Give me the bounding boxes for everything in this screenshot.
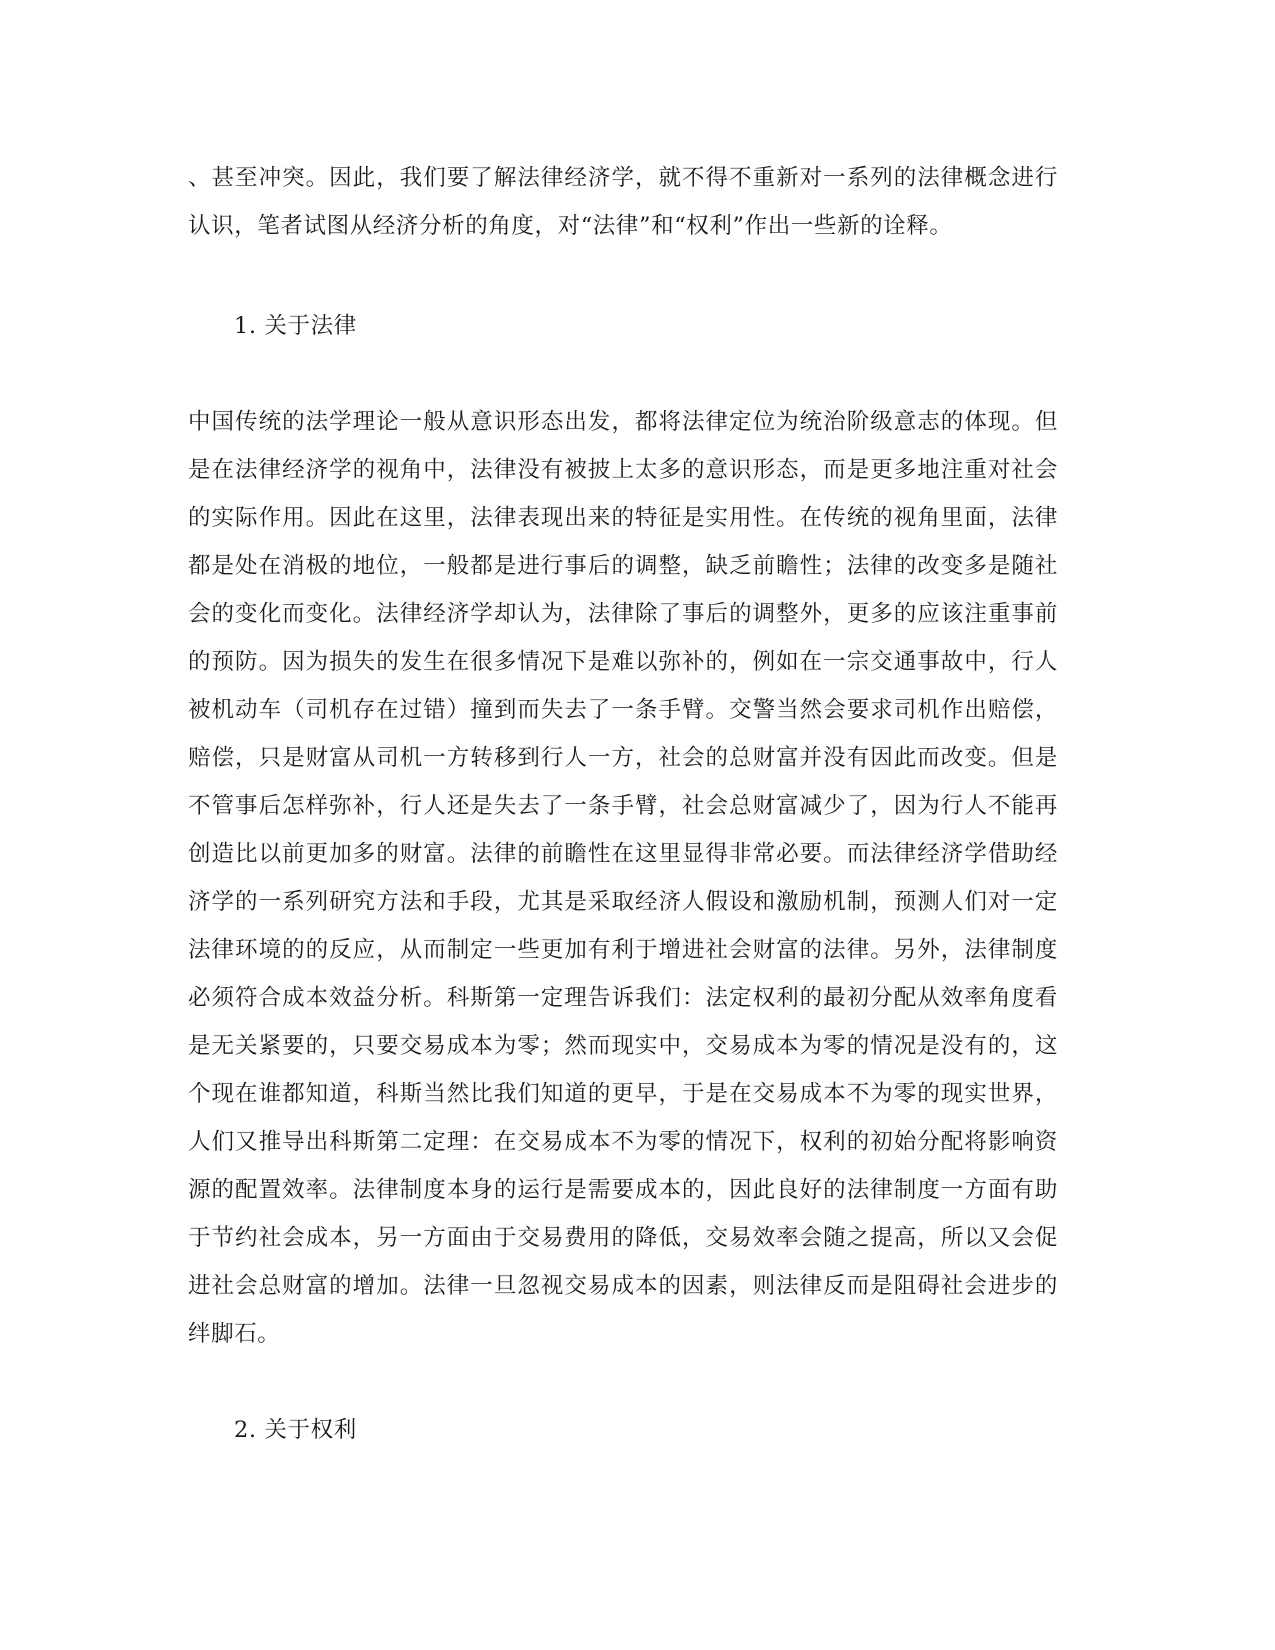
section-heading-law: 1. 关于法律	[234, 313, 357, 339]
intro-paragraph: 、甚至冲突。因此，我们要了解法律经济学，就不得不重新对一系列的法律概念进行认识，笔者试图从经济分析的角度，对“法律”和“权利”作出一些新的诠释。	[188, 165, 1058, 239]
law-paragraph: 中国传统的法学理论一般从意识形态出发，都将法律定位为统治阶级意志的体现。但是在法律经济学的视角中，法律没有被披上太多的意识形态，而是更多地注重对社会的实际作用。因此在这里，法律表现出来的特征是实用性。在传统的视角里面，法律都是处在消极的地位，一般都是进行事后的调整，缺乏前瞻性；法律的改变多是随社会的变化而变化。法律经济学却认为，法律除了事后的调整外，更多的应该注重事前的预防。因为损失的发生在很多情况下是难以弥补的，例如在一宗交通事故中，行人被机动车（司机存在过错）撞到而失去了一条手臂。交警当然会要求司机作出赔偿，赔偿，只是财富从司机一方转移到行人一方，社会的总财富并没有因此而改变。但是不管事后怎样弥补，行人还是失去了一条手臂，社会总财富减少了，因为行人不能再创造比以前更加多的财富。法律的前瞻性在这里显得非常必要。而法律经济学借助经济学的一系列研究方法和手段，尤其是采取经济人假设和激励机制，预测人们对一定法律环境的的反应，从而制定一些更加有利于增进社会财富的法律。另外，法律制度必须符合成本效益分析。科斯第一定理告诉我们：法定权利的最初分配从效率角度看是无关紧要的，只要交易成本为零；然而现实中，交易成本为零的情况是没有的，这个现在谁都知道，科斯当然比我们知道的更早，于是在交易成本不为零的现实世界，人们又推导出科斯第二定理：在交易成本不为零的情况下，权利的初始分配将影响资源的配置效率。法律制度本身的运行是需要成本的，因此良好的法律制度一方面有助于节约社会成本，另一方面由于交易费用的降低，交易效率会随之提高，所以又会促进社会总财富的增加。法律一旦忽视交易成本的因素，则法律反而是阻碍社会进步的绊脚石。	[188, 409, 1058, 1347]
section-heading-rights: 2. 关于权利	[234, 1417, 357, 1443]
